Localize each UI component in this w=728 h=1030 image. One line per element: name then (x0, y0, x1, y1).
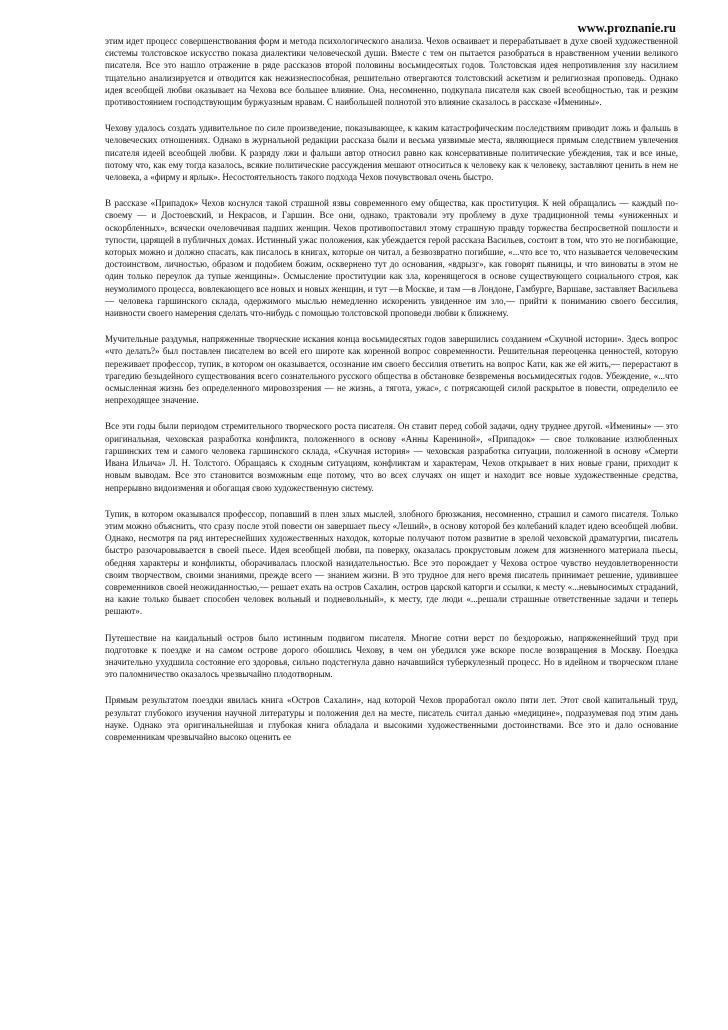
paragraph: Мучительные раздумья, напряженные творческие искания конца восьмидесятых годов завершились созданием «Скучной истории». Здесь вопрос «что делать?» был поставлен писателем во всей его широте как коренной вопрос современности. Решительная переоценка ценностей, которую переживает профессор, тупик, в котором он оказывается, осознание им своего бессилия ответить на вопрос Кати, как же ей жить,— перерастают в трагедию безыдейного существования всего сознательного русского общества в обстановке безвременья восьмидесятых годов. Убеждение, «...что осмысленная жизнь без определенного мировоззрения — не жизнь, а тягота, ужас», с потрясающей силой раскрытое в повести, определило ее непреходящее значение. (105, 334, 678, 406)
paragraph: этим идет процесс совершенствования форм и метода психологического анализа. Чехов осваивает и перерабатывает в духе своей художественной системы толстовское искусство показа диалектики человеческой души. Вместе с тем он пытается разобраться в нравственном учении великого писателя. Все это нашло отражение в ряде рассказов второй половины восьмидесятых годов. Толстовская идея непротивления злу насилием тщательно анализируется и отводится как нежизнеспособная, решительно отвергаются толстовский аскетизм и религиозная проповедь. Однако идея всеобщей любви оказывает на Чехова все большее влияние. Она, несомненно, подкупала писателя как своей всеобщностью, так и резким противостоянием господствующим буржуазным нравам. С наибольшей полнотой это влияние сказалось в рассказе «Именины». (105, 36, 678, 108)
paragraph: В рассказе «Припадок» Чехов коснулся такой страшной язвы современного ему общества, как проституция. К ней обращались — каждый по-своему — и Достоевский, и Некрасов, и Гаршин. Все они, однако, трактовали эту проблему в духе традиционной темы «униженных и оскорбленных», всячески очеловечивая падших женщин. Чехов противопоставил этому страшную правду торжества беспросветной пошлости и тупости, царящей в публичных домах. Истинный ужас положения, как убеждается герой рассказа Васильев, состоит в том, что это не погибающие, которых можно и должно спасать, как писалось в книгах, которые он читал, а безвозвратно погибшие, «...что все то, что называется человеческим достоинством, личностью, образом и подобием божим, осквернено тут до основания, «вдрызг», как говорят пьяницы, и что виноваты в этом не один только переулок да тупые женщины». Осмысление проституции как зла, коренящегося в основе существующего социального строя, как неумолимого процесса, вовлекающего все новых и новых женщин, и тут —в Москве, и там —в Лондоне, Гамбурге, Варшаве, заставляет Васильева — человека гаршинского склада, одержимого мыслью немедленно искоренить увиденное им зло,— прийти к пониманию своего бессилия, наивности своего намерения сделать что-нибудь с помощью толстовской проповеди любви к ближнему. (105, 198, 678, 319)
paragraph: Все эти годы были периодом стремительного творческого роста писателя. Он ставит перед собой задачи, одну труднее другой. «Именины» — это оригинальная, чеховская разработка конфликта, положенного в основу «Анны Карениной», «Припадок» — свое толкование излюбленных гаршинских тем и самого человека гаршинского склада, «Скучная история» — чеховская разработка ситуации, положенной в основу «Смерти Ивана Ильича» Л. Н. Толстого. Обращаясь к сходным ситуациям, конфликтам и характерам, Чехов открывает в них новые грани, приходит к новым выводам. Все это становится возможным еще потому, что во всех случаях он ищет и находит все новые художественные средства, непрерывно видоизменяя и обогащая свою художественную систему. (105, 421, 678, 493)
paragraph: Чехову удалось создать удивительное по силе произведение, показывающее, к каким катастрофическим последствиям приводит ложь и фальшь в человеческих отношениях. Однако в журнальной редакции рассказа были и весьма уязвимые места, являющиеся прямым следствием увлечения писателя идеей всеобщей любви. К разряду лжи и фальши автор относил равно как консервативные политические убеждения, так и все иные, потому что, как ему тогда казалось, всякие политические рассуждения мешают относиться к человеку как к человеку, заставляют ценить в нем не человека, а «фирму и ярлык». Несостоятельность такого подхода Чехов почувствовал очень быстро. (105, 123, 678, 183)
document-body (105, 35, 678, 757)
paragraph: Тупик, в котором оказывался профессор, попавший в плен злых мыслей, злобного брюзжания, несомненно, страшил и самого писателя. Только этим можно объяснить, что сразу после этой повести он завершает пьесу «Леший», в основу которой без колебаний кладет идею всеобщей любви. Однако, несмотря па ряд интереснейших художественных находок, которые получают потом развитие в зрелой чеховской драматургии, писатель быстро разочаровывается в своей пьесе. Идея всеобщей любви, па поверку, оказалась прокрустовым ложем для жизненного материала пьесы, обедняя характеры и конфликты, оборачивалась плоской назидательностью. Все это порождает у Чехова острое чувство неудовлетворенности своим творчеством, своими знаниями, прежде всего — знанием жизни. В это трудное для него время писатель принимает решение, удивившее современников своей неожиданностью,— решает ехать на остров Сахалин, остров царской каторги и ссылки, к месту «...невыносимых страданий, на какие только бывает способен человек вольный и подневольный», к месту, где люди «...решали страшные ответственные задачи и теперь решают». (105, 508, 678, 617)
paragraph: Путешествие на каидальный остров было истинным подвигом писателя. Многие сотни верст по бездорожью, напряженнейший труд при подготовке к поездке и на самом острове дорого обошлись Чехову, в чем он убедился уже вскоре после возвращения в Москву. Поездка значительно ухудшила состояние его здоровья, сильно подстегнула давно начавшийся туберкулезный процесс. Но в идейном и творческом плане это паломничество оказалось чрезвычайно плодотворным. (105, 632, 678, 680)
site-header: www.proznanie.ru (577, 21, 676, 35)
paragraph: Прямым результатом поездки явилась книга «Остров Сахалин», над которой Чехов проработал около пяти лет. Этот свой капитальный труд, результат глубокого изучения научной литературы и положения дел на месте, писатель считал данью «медицине», подразумевая под этим дань науке. Однако эта оригинальнейшая и глубокая книга обладала и высокими художественными достоинствами. Все это и дало основание современникам чрезвычайно высоко оценить ее (105, 695, 678, 742)
